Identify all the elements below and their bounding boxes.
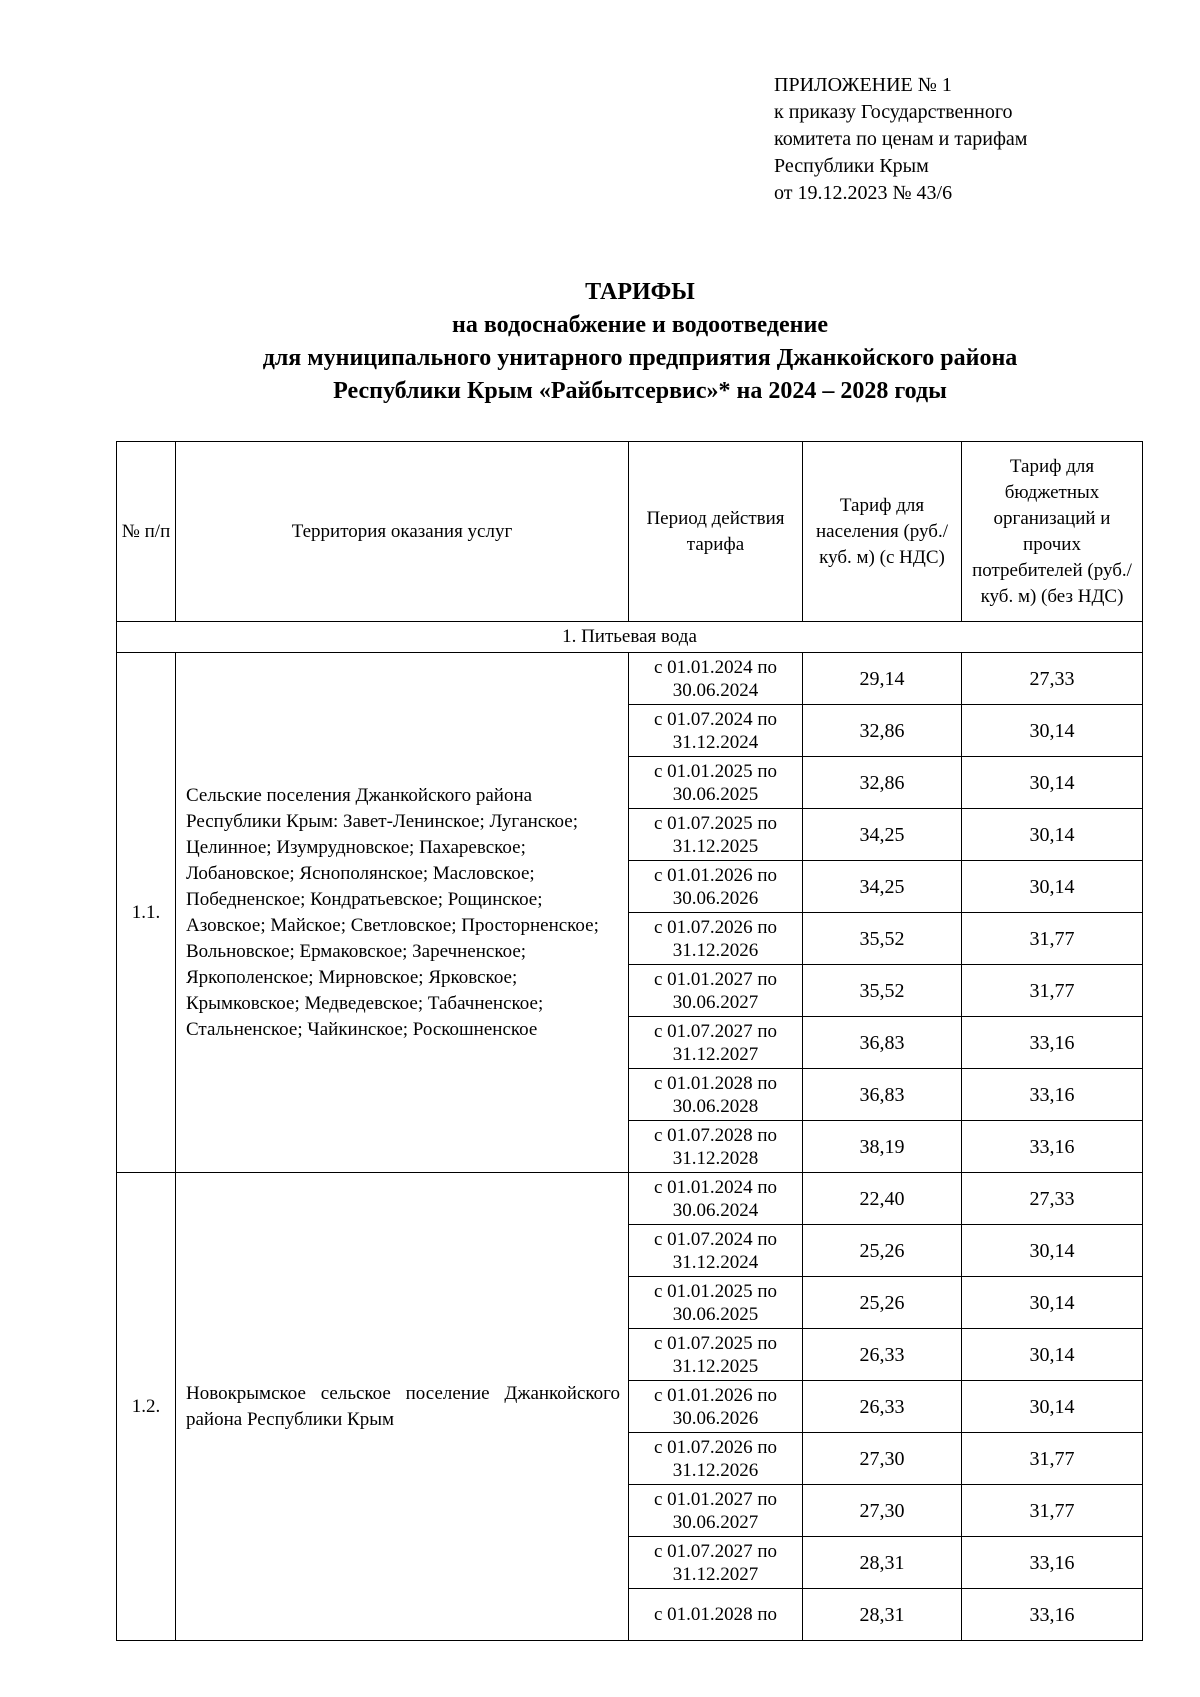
title-line: Республики Крым «Райбытсервис»* на 2024 – 2028 годы (333, 378, 947, 404)
tariff-table (116, 441, 1143, 1641)
header-period: Период действия тарифа (629, 442, 803, 622)
population-tariff-cell: 34,25 (803, 809, 962, 861)
period-cell: с 01.01.2028 по 30.06.2028 (629, 1069, 803, 1121)
header-territory: Территория оказания услуг (176, 442, 629, 622)
period-cell: с 01.07.2025 по 31.12.2025 (629, 1329, 803, 1381)
budget-tariff-cell: 30,14 (962, 1329, 1143, 1381)
budget-tariff-cell: 30,14 (962, 757, 1143, 809)
appendix-line: от 19.12.2023 № 43/6 (774, 182, 953, 204)
header-population-tariff: Тариф для населения (руб./куб. м) (с НДС) (803, 442, 962, 622)
population-tariff-cell: 36,83 (803, 1069, 962, 1121)
budget-tariff-cell: 31,77 (962, 965, 1143, 1017)
row-number: 1.2. (117, 1173, 176, 1641)
period-cell: с 01.07.2025 по 31.12.2025 (629, 809, 803, 861)
budget-tariff-cell: 30,14 (962, 861, 1143, 913)
budget-tariff-cell: 30,14 (962, 1381, 1143, 1433)
period-cell: с 01.07.2028 по 31.12.2028 (629, 1121, 803, 1173)
population-tariff-cell: 28,31 (803, 1537, 962, 1589)
section-row (117, 622, 1143, 653)
population-tariff-cell: 25,26 (803, 1277, 962, 1329)
budget-tariff-cell: 30,14 (962, 705, 1143, 757)
population-tariff-cell: 36,83 (803, 1017, 962, 1069)
document-title (0, 276, 1200, 408)
header-num: № п/п (117, 442, 176, 622)
title-line: для муниципального унитарного предприятия Джанкойского района (262, 345, 1018, 371)
appendix-block (774, 72, 1027, 207)
period-cell: с 01.07.2027 по 31.12.2027 (629, 1017, 803, 1069)
period-cell: с 01.01.2024 по 30.06.2024 (629, 1173, 803, 1225)
title-line: на водоснабжение и водоотведение (452, 312, 828, 338)
population-tariff-cell: 22,40 (803, 1173, 962, 1225)
budget-tariff-cell: 33,16 (962, 1069, 1143, 1121)
period-cell: с 01.07.2024 по 31.12.2024 (629, 1225, 803, 1277)
period-cell: с 01.01.2026 по 30.06.2026 (629, 1381, 803, 1433)
budget-tariff-cell: 30,14 (962, 1277, 1143, 1329)
appendix-line: Республики Крым (774, 155, 929, 177)
table-row (117, 653, 1143, 705)
period-cell: с 01.01.2027 по 30.06.2027 (629, 1485, 803, 1537)
population-tariff-cell: 26,33 (803, 1329, 962, 1381)
population-tariff-cell: 38,19 (803, 1121, 962, 1173)
population-tariff-cell: 35,52 (803, 913, 962, 965)
period-cell: с 01.01.2024 по 30.06.2024 (629, 653, 803, 705)
budget-tariff-cell: 33,16 (962, 1589, 1143, 1641)
budget-tariff-cell: 31,77 (962, 1433, 1143, 1485)
population-tariff-cell: 26,33 (803, 1381, 962, 1433)
appendix-line: комитета по ценам и тарифам (774, 128, 1028, 150)
population-tariff-cell: 27,30 (803, 1485, 962, 1537)
population-tariff-cell: 28,31 (803, 1589, 962, 1641)
section-title: 1. Питьевая вода (117, 622, 1143, 653)
period-cell: с 01.07.2024 по 31.12.2024 (629, 705, 803, 757)
period-cell: с 01.01.2026 по 30.06.2026 (629, 861, 803, 913)
population-tariff-cell: 35,52 (803, 965, 962, 1017)
budget-tariff-cell: 33,16 (962, 1537, 1143, 1589)
budget-tariff-cell: 30,14 (962, 1225, 1143, 1277)
title-line: ТАРИФЫ (585, 279, 695, 305)
population-tariff-cell: 27,30 (803, 1433, 962, 1485)
period-cell: с 01.01.2028 по (629, 1589, 803, 1641)
budget-tariff-cell: 31,77 (962, 913, 1143, 965)
table-header-row (117, 442, 1143, 622)
period-cell: с 01.07.2026 по 31.12.2026 (629, 1433, 803, 1485)
population-tariff-cell: 34,25 (803, 861, 962, 913)
row-number: 1.1. (117, 653, 176, 1173)
period-cell: с 01.07.2026 по 31.12.2026 (629, 913, 803, 965)
territory-cell: Новокрымское сельское поселение Джанкойского района Республики Крым (176, 1173, 629, 1641)
header-budget-tariff: Тариф для бюджетных организаций и прочих потребителей (руб./куб. м) (без НДС) (962, 442, 1143, 622)
budget-tariff-cell: 31,77 (962, 1485, 1143, 1537)
period-cell: с 01.01.2025 по 30.06.2025 (629, 757, 803, 809)
appendix-line: ПРИЛОЖЕНИЕ № 1 (774, 74, 952, 96)
budget-tariff-cell: 33,16 (962, 1121, 1143, 1173)
period-cell: с 01.01.2025 по 30.06.2025 (629, 1277, 803, 1329)
budget-tariff-cell: 30,14 (962, 809, 1143, 861)
period-cell: с 01.01.2027 по 30.06.2027 (629, 965, 803, 1017)
period-cell: с 01.07.2027 по 31.12.2027 (629, 1537, 803, 1589)
territory-cell: Сельские поселения Джанкойского района Республики Крым: Завет-Ленинское; Луганское; Целинное; Изумрудновское; Пахаревское; Лобановское; Яснополянское; Масловское; Победненское; Кондратьевское; Рощинское; Азовское; Майское; Светловское; Просторненское; Вольновское; Ермаковское; Заречненское; Яркополенское; Мирновское; Ярковское; Крымковское; Медведевское; Табачненское; Стальненское; Чайкинское; Роскошненское (176, 653, 629, 1173)
appendix-line: к приказу Государственного (774, 101, 1013, 123)
population-tariff-cell: 32,86 (803, 757, 962, 809)
budget-tariff-cell: 27,33 (962, 653, 1143, 705)
table-row (117, 1173, 1143, 1225)
population-tariff-cell: 32,86 (803, 705, 962, 757)
population-tariff-cell: 29,14 (803, 653, 962, 705)
population-tariff-cell: 25,26 (803, 1225, 962, 1277)
budget-tariff-cell: 27,33 (962, 1173, 1143, 1225)
budget-tariff-cell: 33,16 (962, 1017, 1143, 1069)
